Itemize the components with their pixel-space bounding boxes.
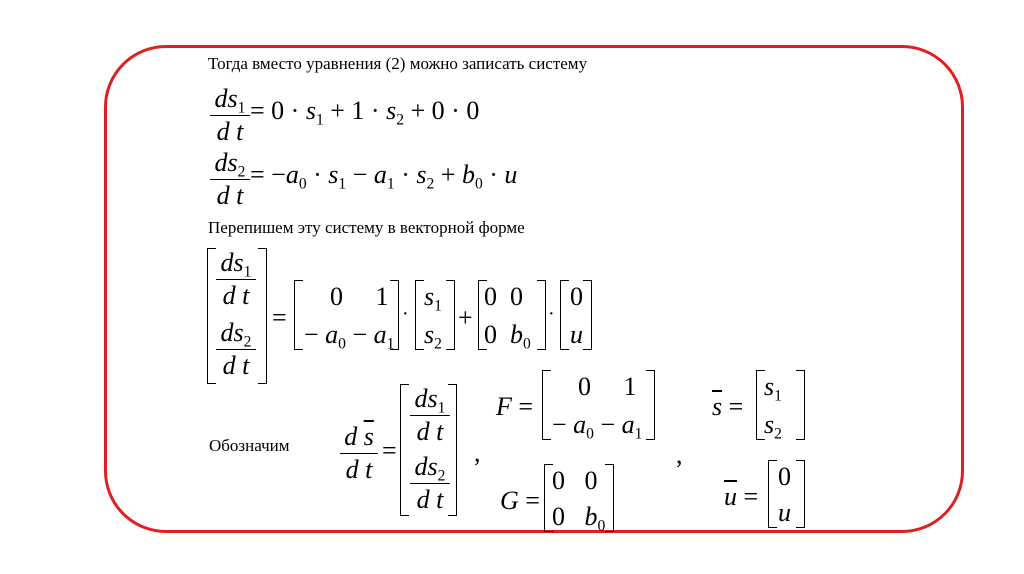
G-row1: 0 0 — [552, 466, 598, 495]
F-row2: − $a_0 - a_1$ — [552, 410, 643, 443]
equals-sign: = — [272, 303, 287, 332]
G-label: G = — [500, 486, 540, 515]
uvec-row1: 0 — [778, 462, 791, 491]
F-label: F = — [496, 392, 534, 421]
lhs-bracket-right — [258, 248, 267, 384]
F-row1: 0 1 — [578, 372, 637, 401]
B-bracket-right — [537, 280, 546, 350]
F-bracket-right — [646, 370, 655, 440]
eq2-rhs: = $-a_0 \cdot s_1 - a_1 \cdot s_2 + b_0 \cdot u$ — [250, 160, 518, 193]
B-row1: 0 0 — [484, 282, 523, 311]
u-bracket-left — [560, 280, 569, 350]
u-row2: u — [570, 320, 583, 349]
A-bracket-left — [294, 280, 303, 350]
vector-form-text: Перепишем эту систему в векторной форме — [208, 218, 525, 237]
denote-text: Обозначим — [209, 436, 290, 455]
uvec-bracket-right — [796, 460, 805, 528]
A-row2: − $a_0 - a_1$ — [304, 320, 395, 353]
def-ds-bracket-right — [448, 384, 457, 516]
A-row1: 0 1 — [330, 282, 389, 311]
G-row2: 0 $b_0$ — [552, 502, 606, 535]
svec-bracket-right — [796, 370, 805, 440]
svec-row2: $s_2$ — [764, 410, 782, 443]
uvec-bracket-left — [768, 460, 777, 528]
comma-1: , — [474, 438, 481, 467]
eq1-fraction: $ds_1$ d t — [210, 84, 250, 147]
s-row1: $s_1$ — [424, 282, 442, 315]
def-equals: = — [382, 436, 397, 465]
s-row2: $s_2$ — [424, 320, 442, 353]
lhs-bracket-left — [207, 248, 216, 384]
G-bracket-right — [605, 464, 614, 532]
eq2-fraction: $ds_2$ d t — [210, 148, 250, 211]
def-ds-bracket-left — [400, 384, 409, 516]
dot-1: · — [402, 303, 409, 325]
u-bracket-right — [583, 280, 592, 350]
uvec-row2: u — [778, 498, 791, 527]
lhs-ds1: $ds_1$ d t — [216, 248, 256, 311]
u-row1: 0 — [570, 282, 583, 311]
F-bracket-left — [542, 370, 551, 440]
def-ds1: $ds_1$ d t — [410, 384, 450, 447]
plus-sign: + — [458, 303, 473, 332]
def-ds2: $ds_2$ d t — [410, 452, 450, 515]
comma-2: , — [676, 440, 683, 469]
svec-row1: $s_1$ — [764, 372, 782, 405]
B-row2: 0 $b_0$ — [484, 320, 531, 353]
s-bracket-left — [415, 280, 424, 350]
eq1-rhs: = $0 \cdot s_1 + 1 \cdot s_2 + 0 \cdot 0$ — [250, 96, 480, 129]
dot-2: · — [548, 303, 555, 325]
s-vector-label: $\overline{s}$ = — [712, 392, 744, 421]
lhs-ds2: $ds_2$ d t — [216, 318, 256, 381]
A-bracket-right — [390, 280, 399, 350]
intro-text: Тогда вместо уравнения (2) можно записать систему — [208, 54, 588, 73]
s-bracket-right — [446, 280, 455, 350]
u-vector-label: $\overline{u}$ = — [724, 482, 759, 511]
ds-bar-fraction: d $\overline{s}$ d t — [340, 422, 378, 485]
